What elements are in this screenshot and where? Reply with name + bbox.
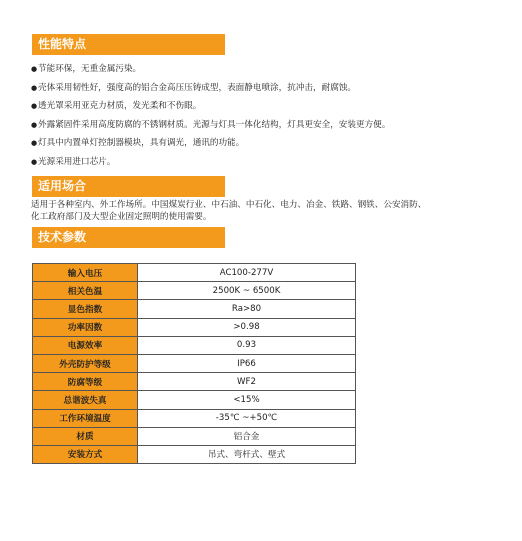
usage-section-title: 适用场合 [32,176,225,197]
feature-item [31,153,511,172]
spec-label: 电源效率 [33,336,138,354]
spec-value: <15% [138,391,356,409]
spec-value: -35℃ ~+50℃ [138,409,356,427]
bullet-icon: ● [31,65,38,73]
spec-value: IP66 [138,354,356,372]
feature-text: 透光罩采用亚克力材质，发光柔和不伤眼。 [38,101,202,112]
feature-text: 外露紧固件采用高度防腐的不锈钢材质。光源与灯具一体化结构，灯具更安全，安装更方便。 [38,119,391,130]
usage-line: 化工政府部门及大型企业固定照明的使用需要。 [31,212,212,222]
specs-section-title: 技术参数 [32,227,225,248]
table-row [33,373,356,391]
table-row [33,445,356,463]
spec-value: AC100-277V [138,264,356,282]
feature-item [31,134,511,153]
spec-label: 相关色温 [33,282,138,300]
feature-text: 光源采用进口芯片。 [38,156,116,167]
spec-value: WF2 [138,373,356,391]
spec-label: 材质 [33,427,138,445]
bullet-icon: ● [31,139,38,148]
feature-text: 灯具中内置单灯控制器模块，具有调光，通讯的功能。 [38,138,245,149]
spec-label: 输入电压 [33,264,138,282]
features-list [31,60,511,172]
bullet-icon: ● [31,83,38,92]
table-row [33,391,356,409]
spec-label: 功率因数 [33,318,138,336]
feature-text: 节能环保，无重金属污染。 [38,64,142,74]
spec-value: 铝合金 [138,427,356,445]
table-row [33,264,356,282]
bullet-icon: ● [31,157,38,166]
usage-text [31,199,501,223]
table-row [33,409,356,427]
spec-value: 吊式、弯杆式、壁式 [138,445,356,463]
spec-label: 外壳防护等级 [33,354,138,372]
spec-value: >0.98 [138,318,356,336]
table-row [33,300,356,318]
spec-label: 显色指数 [33,300,138,318]
features-section-title: 性能特点 [32,34,225,55]
spec-value: 0.93 [138,336,356,354]
feature-item [31,97,511,116]
feature-item [31,79,511,98]
bullet-icon: ● [31,102,38,111]
table-row [33,354,356,372]
usage-line: 适用于各种室内、外工作场所。中国煤炭行业、中石油、中石化、电力、冶金、铁路、钢铁、公安消防、 [31,200,427,210]
spec-label: 总谐波失真 [33,391,138,409]
feature-text: 壳体采用韧性好，强度高的铝合金高压压铸成型，表面静电喷涂，抗冲击，耐腐蚀。 [38,82,356,93]
table-row [33,427,356,445]
table-row [33,336,356,354]
feature-item [31,116,511,135]
bullet-icon: ● [31,120,38,129]
spec-value: Ra>80 [138,300,356,318]
specs-table [32,263,356,464]
spec-label: 工作环境温度 [33,409,138,427]
spec-value: 2500K ~ 6500K [138,282,356,300]
feature-item [31,60,511,79]
spec-label: 安装方式 [33,445,138,463]
spec-label: 防腐等级 [33,373,138,391]
table-row [33,282,356,300]
table-row [33,318,356,336]
